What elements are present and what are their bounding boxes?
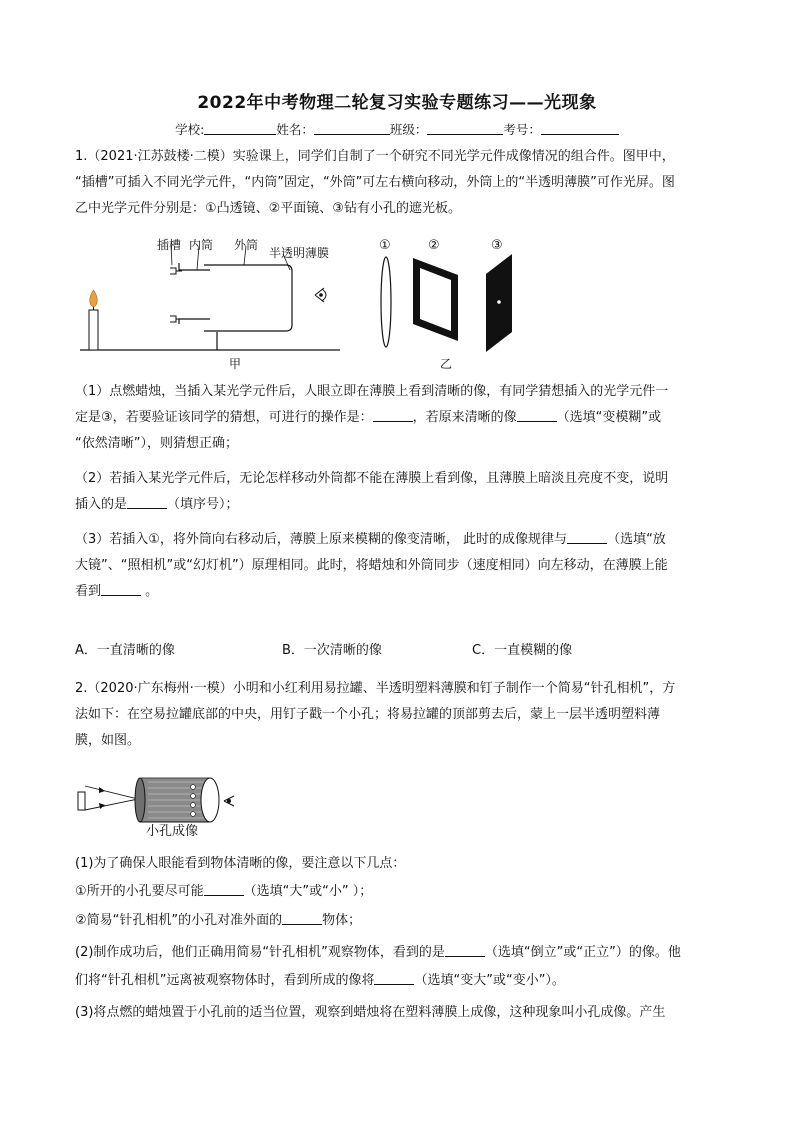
ray-bottom [85,799,138,810]
pinhole [497,300,501,304]
q2-line [75,940,720,966]
q1-part3-line: 大镜”、“照相机”或“幻灯机”）原理相同。此时，将蜡烛和外筒同步（速度相同）向左移动，在薄膜上能 [75,558,668,573]
class-field[interactable] [427,122,503,135]
arrow-top [99,787,105,793]
q2-stem [75,676,720,754]
film-end [201,778,219,822]
label-inner: 内筒 [189,238,214,252]
q2-line: (1)为了确保人眼能看到物体清晰的像，要注意以下几点： [75,856,406,871]
q1-part2-line [75,492,720,518]
outer-tube [204,265,292,331]
text: 看到 [75,584,102,599]
q2-line [75,879,720,905]
answer-blank[interactable] [517,409,557,422]
candle [89,310,98,350]
q1-part2-line: （2）若插入某光学元件后，无论怎样移动外筒都不能在薄膜上看到像，且薄膜上暗淡且亮度不变，说明 [75,471,669,486]
label-film: 半透明薄膜 [269,246,330,260]
caption-pinhole: 小孔成像 [146,824,199,839]
q2-stem-line: 膜，如图。 [75,733,141,748]
q1-stem-line: “插槽”可插入不同光学元件，“内筒”固定，“外筒”可左右横向移动，外筒上的“半透明薄膜”可作光屏。图 [75,175,675,190]
inner-tube-top [179,263,210,270]
figure-yi [370,232,530,372]
text: （3）若插入①，将外筒向右移动后，薄膜上原来模糊的像变清晰， 此时的成像规律与 [75,532,568,547]
school-field[interactable] [204,122,276,135]
q2-line [75,968,720,994]
figure-pinhole-camera [74,772,244,842]
school-label: 学校: [175,122,205,137]
text: （选填“大”或“小” ）； [243,884,373,899]
figure-jia [78,232,350,372]
option-b[interactable]: B．一次清晰的像 [282,643,382,658]
name-label: 姓名： [276,122,314,137]
eye-icon [315,288,326,302]
answer-blank[interactable] [282,912,322,925]
q1-part1-line: （1）点燃蜡烛，当插入某光学元件后，人眼立即在薄膜上看到清晰的像，有同学猜想插入的光学元件一 [75,384,669,399]
can-bottom [135,778,145,822]
answer-blank[interactable] [567,531,607,544]
text: （填序号）； [167,497,239,512]
caption-jia: 甲 [229,357,242,371]
exam-no-field[interactable] [541,122,619,135]
caption-yi: 乙 [440,357,453,371]
q1-stem [75,144,720,222]
object-candle [78,792,85,810]
convex-lens [381,257,391,347]
ray-top [85,786,138,799]
q1-part1-line: “依然清晰”），则猜想正确； [75,436,238,451]
answer-blank[interactable] [204,883,244,896]
eye-icon [224,796,234,806]
text: （选填“放 [607,532,666,547]
page-title: 2022年中考物理二轮复习实验专题练习——光现象 [197,93,597,113]
q1-stem-line: 1.（2021·江苏鼓楼·二模）实验课上，同学们自制了一个研究不同光学元件成像情况的组合件。图甲中， [75,149,675,164]
label-slot: 插槽 [157,238,182,252]
label-outer: 外筒 [234,238,259,252]
text: ①所开的小孔要尽可能 [75,884,204,899]
q2-line [75,908,720,934]
inner-tube-bottom [179,319,210,324]
q1-part1-line [75,405,720,431]
q1-part3-line [75,579,720,605]
q2-line: (3)将点燃的蜡烛置于小孔前的适当位置，观察到蜡烛将在塑料薄膜上成像，这种现象叫小孔成像。产生 [75,1005,666,1020]
slot-bottom [170,316,176,322]
answer-blank[interactable] [374,972,414,985]
q2-parts [75,851,720,1026]
text: ②简易“针孔相机”的小孔对准外面的 [75,913,283,928]
answer-blank[interactable] [101,583,141,596]
text: ，若原来清晰的像 [412,410,517,425]
text: 定是③，若要验证该同学的猜想，可进行的操作是： [75,410,373,425]
candle-flame [90,290,98,307]
q2-stem-line: 法如下：在空易拉罐底部的中央，用钉子戳一个小孔；将易拉罐的顶部剪去后，蒙上一层半透明塑料薄 [75,707,661,722]
class-label: 班级： [389,122,428,137]
q1-parts [75,379,720,605]
q1-part3-line [75,527,720,553]
text: 物体； [322,913,362,928]
label-element-2: ② [428,238,440,253]
option-a[interactable]: A．一直清晰的像 [75,643,175,658]
text: （选填“倒立”或“正立”）的像。他 [484,945,681,960]
text: 们将“针孔相机”远离被观察物体时，看到所成的像将 [75,973,375,988]
q2-stem-line: 2.（2020·广东梅州·一模）小明和小红利用易拉罐、半透明塑料薄膜和钉子制作一个简易“针孔相机”，方 [75,681,676,696]
q1-stem-line: 乙中光学元件分别是：①凸透镜、②平面镜、③钻有小孔的遮光板。 [75,201,461,216]
slot-top [170,268,176,274]
answer-blank[interactable] [445,944,485,957]
label-element-1: ① [379,238,391,253]
answer-blank[interactable] [373,409,413,422]
option-c[interactable]: C．一直模糊的像 [472,643,573,658]
text: （选填“变大”或“变小”）。 [414,973,565,988]
text: 。 [141,584,159,599]
label-element-3: ③ [491,238,503,253]
exam-no-label: 考号： [503,122,541,137]
text: 插入的是 [75,497,128,512]
name-field[interactable] [314,122,390,135]
text: （选填“变模糊”或 [556,410,662,425]
student-info-line [0,120,794,138]
answer-blank[interactable] [127,496,167,509]
text: (2)制作成功后，他们正确用简易“针孔相机”观察物体，看到的是 [75,945,445,960]
